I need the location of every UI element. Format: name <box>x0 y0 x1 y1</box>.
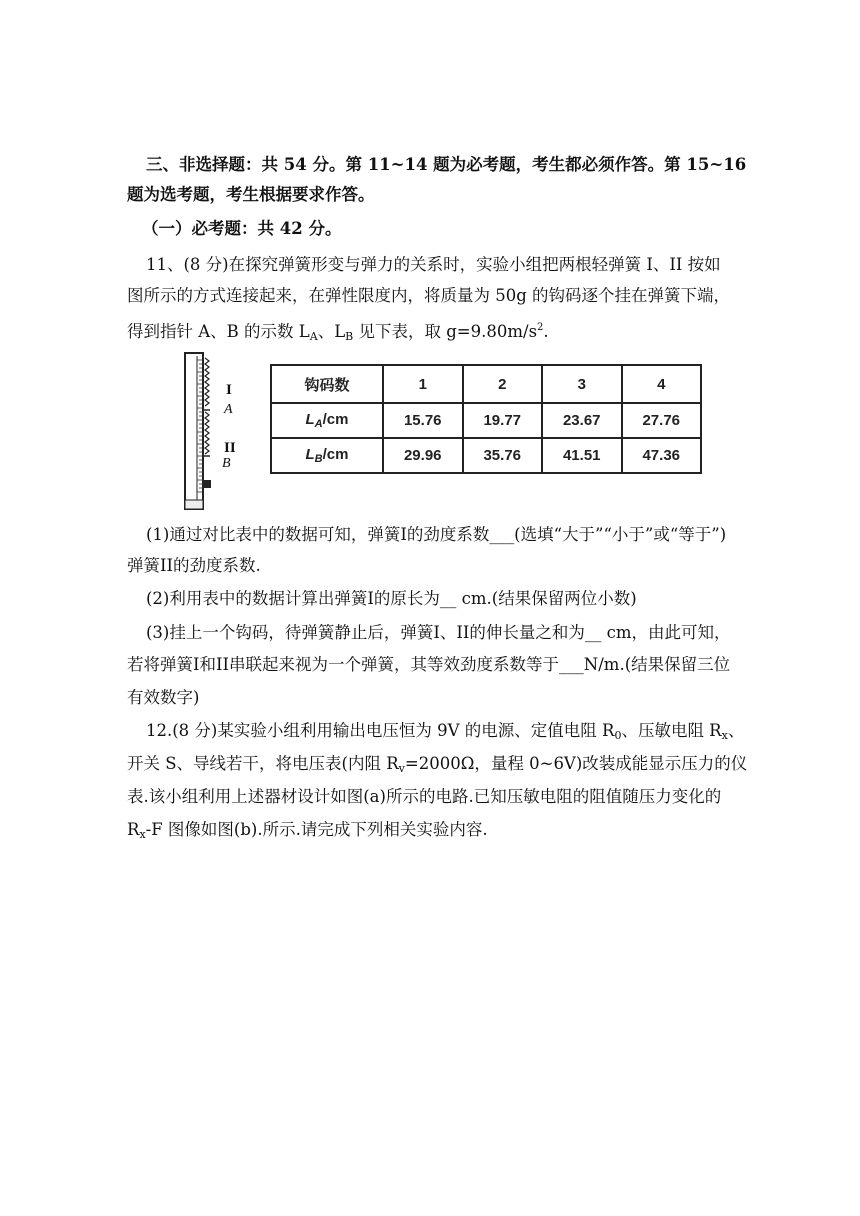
table-cell: 23.67 <box>542 403 622 438</box>
row-label-unit: /cm <box>322 446 349 464</box>
q11-line3 <box>127 318 549 347</box>
table-row-label <box>271 438 383 473</box>
q12-line1-sub-rx: x <box>721 729 728 742</box>
ruler-label-pointer-b: B <box>222 456 231 471</box>
table-row-label <box>271 403 383 438</box>
section-heading-line2: 题为选考题，考生根据要求作答。 <box>127 185 375 204</box>
row-label-main: L <box>305 411 315 429</box>
q11-line3-sub-b: B <box>345 330 354 343</box>
q12-line4-text-b: -F 图像如图(b).所示.请完成下列相关实验内容. <box>145 820 488 839</box>
q11-part3-line2: 若将弹簧I和II串联起来视为一个弹簧，其等效劲度系数等于___N/m.(结果保留三位 <box>127 655 731 674</box>
ruler-label-pointer-a: A <box>224 402 233 417</box>
ruler-label-spring-2: II <box>224 440 236 456</box>
table-cell: 29.96 <box>383 438 463 473</box>
table-header-cell: 3 <box>542 365 622 403</box>
row-label-unit: /cm <box>322 411 349 429</box>
table-cell: 35.76 <box>463 438 543 473</box>
ruler-with-springs-image <box>184 352 224 510</box>
q12-line4-text-a: R <box>127 820 140 839</box>
q12-line4-sub-x: x <box>139 828 146 841</box>
q11-part1-line1: (1)通过对比表中的数据可知，弹簧I的劲度系数___(选填“大于”“小于”或“等于”) <box>146 525 727 544</box>
ruler-label-spring-1: I <box>226 382 232 398</box>
q11-part3-line1: (3)挂上一个钩码，待弹簧静止后，弹簧I、II的伸长量之和为__ cm，由此可知， <box>146 623 731 642</box>
table-cell: 27.76 <box>622 403 702 438</box>
q11-line2: 图所示的方式连接起来，在弹性限度内，将质量为 50g 的钩码逐个挂在弹簧下端， <box>127 286 731 305</box>
q11-line3-text-c: 见下表，取 g=9.80m/s <box>353 322 538 341</box>
q12-line4 <box>127 820 488 845</box>
table-header-cell: 1 <box>383 365 463 403</box>
q11-line3-sub-a: A <box>309 330 318 343</box>
q11-line3-text-a: 得到指针 A、B 的示数 L <box>127 322 310 341</box>
q11-part3-line3: 有效数字) <box>127 688 200 707</box>
q12-line2-text-a: 开关 S、导线若干，将电压表(内阻 R <box>127 754 399 773</box>
table-header-cell: 钩码数 <box>271 365 383 403</box>
row-label-main: L <box>305 446 315 464</box>
q12-line1 <box>146 721 744 746</box>
table-cell: 15.76 <box>383 403 463 438</box>
spring-experiment-figure <box>184 352 704 512</box>
q12-line1-text-a: 12.(8 分)某实验小组利用输出电压恒为 9V 的电源、定值电阻 R <box>146 721 615 740</box>
q11-part2: (2)利用表中的数据计算出弹簧I的原长为__ cm.(结果保留两位小数) <box>146 589 637 608</box>
subsection-heading: （一）必考题：共 42 分。 <box>142 219 342 238</box>
q11-line1: 11、(8 分)在探究弹簧形变与弹力的关系时，实验小组把两根轻弹簧 I、II 按如 <box>146 255 721 274</box>
q11-line3-text-d: . <box>543 322 549 341</box>
table-cell: 19.77 <box>463 403 543 438</box>
q12-line2-sub-rv: v <box>398 762 405 775</box>
row-label-sub: A <box>314 418 323 431</box>
table-cell: 47.36 <box>622 438 702 473</box>
table-header-cell: 4 <box>622 365 702 403</box>
q12-line1-text-b: 、压敏电阻 R <box>621 721 722 740</box>
q12-line1-sub-r0: 0 <box>614 729 622 742</box>
table-cell: 41.51 <box>542 438 622 473</box>
q12-line3: 表.该小组利用上述器材设计如图(a)所示的电路.已知压敏电阻的阻值随压力变化的 <box>127 787 722 806</box>
q12-line2-text-b: =2000Ω，量程 0~6V)改装成能显示压力的仪 <box>404 754 748 773</box>
table-row <box>271 403 701 438</box>
q11-line3-sup: 2 <box>537 322 544 333</box>
q12-line2 <box>127 754 747 779</box>
row-label-sub: B <box>314 453 323 466</box>
q11-line3-text-b: 、L <box>317 322 346 341</box>
table-header-row <box>271 365 701 403</box>
table-header-cell: 2 <box>463 365 543 403</box>
section-heading-line1: 三、非选择题：共 54 分。第 11~14 题为必考题，考生都必须作答。第 15~16 <box>146 155 747 174</box>
table-row <box>271 438 701 473</box>
spring-data-table <box>270 364 702 474</box>
q11-part1-line2: 弹簧II的劲度系数. <box>127 556 261 575</box>
q12-line1-text-c: 、 <box>727 721 745 740</box>
